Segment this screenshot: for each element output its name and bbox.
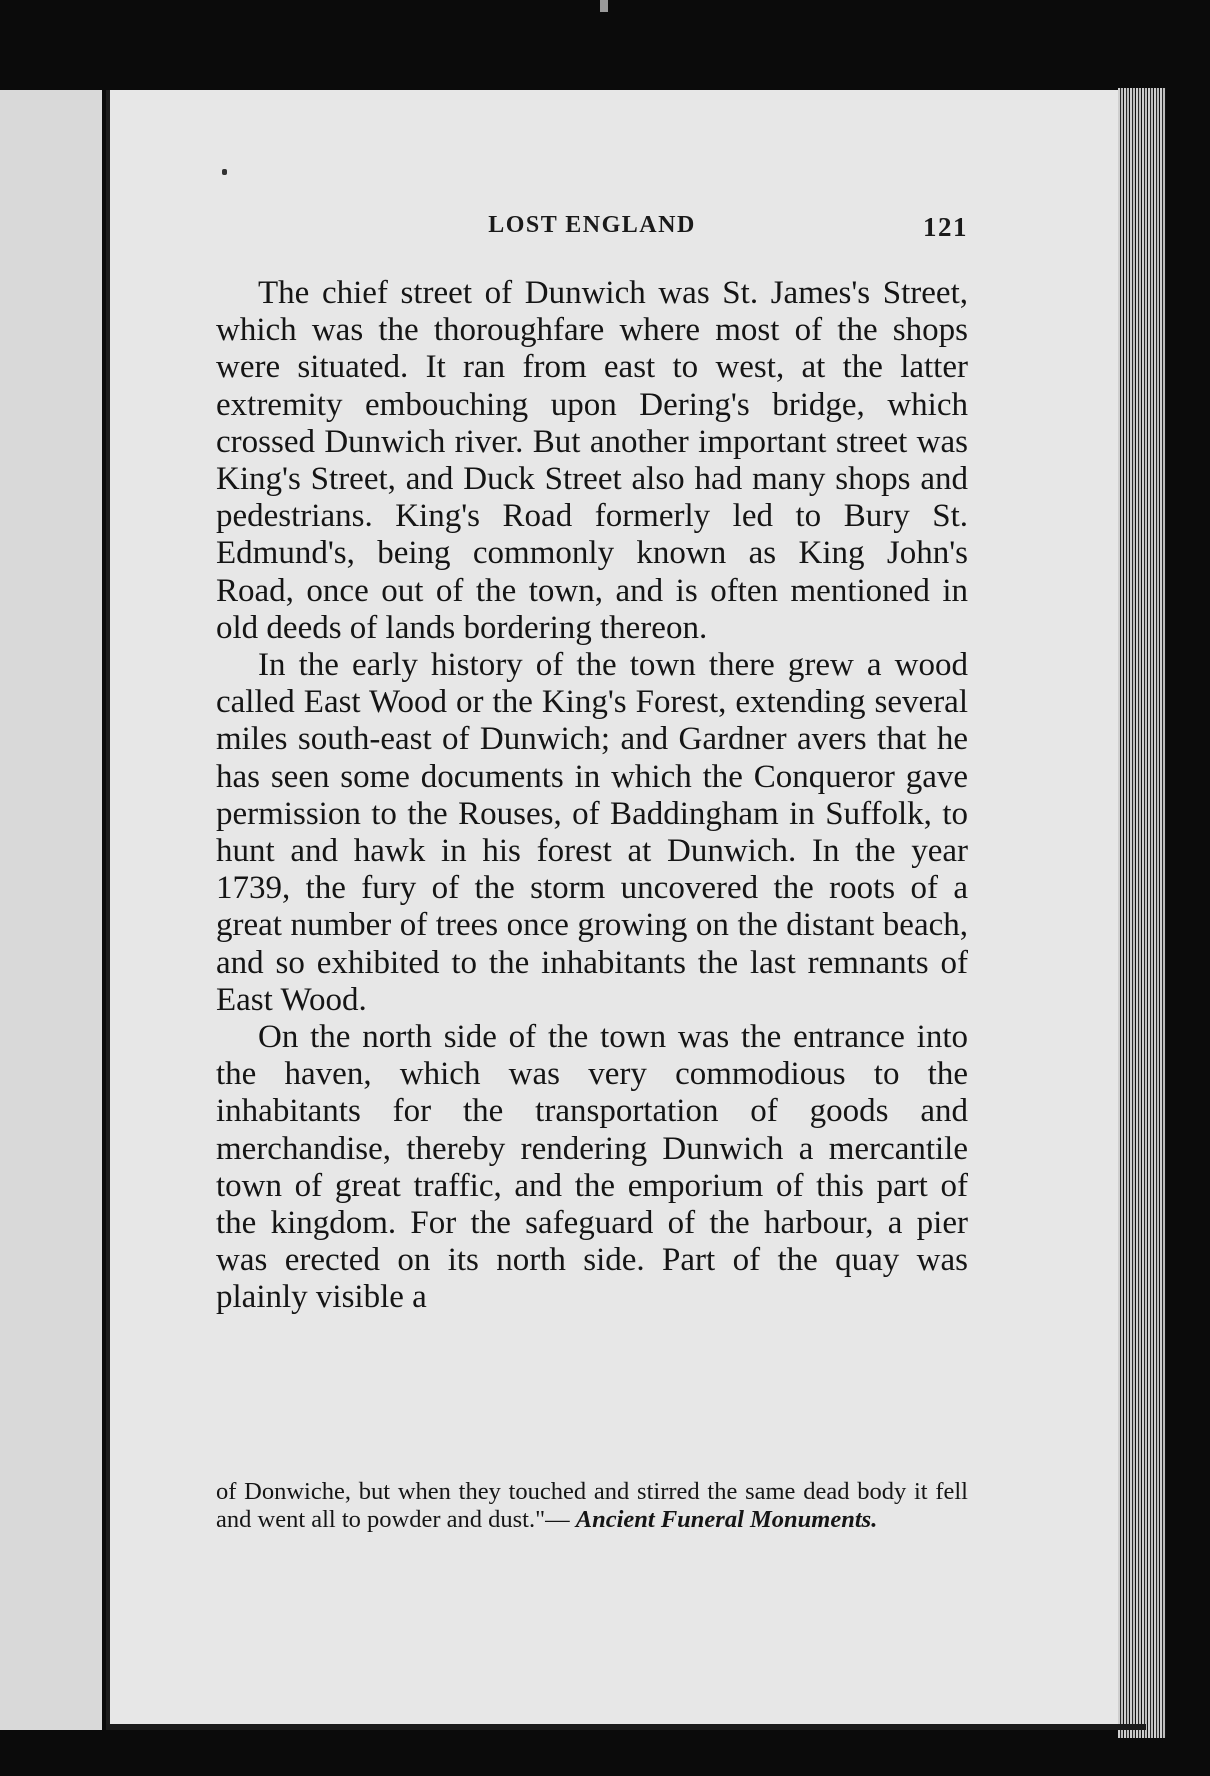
running-title: LOST ENGLAND bbox=[488, 212, 696, 238]
page-number: 121 bbox=[923, 212, 968, 242]
footnote bbox=[216, 1478, 968, 1534]
page-stack-edge bbox=[1118, 88, 1166, 1738]
footnote-text: of Donwiche, but when they touched and stirred the same dead body it fell and went all to powder and dust."— bbox=[216, 1478, 968, 1533]
ink-dot bbox=[222, 169, 227, 175]
facing-page-edge bbox=[0, 90, 102, 1730]
top-mark bbox=[600, 0, 608, 12]
paragraph-1: The chief street of Dunwich was St. James's Street, which was the thoroughfare where most of the shops were situated. It ran from east to west, at the latter extremity embouching upon Dering's bridge, which crossed Dunwich river. But another important street was King's Street, and Duck Street also had many shops and pedestrians. King's Road formerly led to Bury St. Edmund's, being commonly known as King John's Road, once out of the town, and is often mentioned in old deeds of lands bordering thereon. bbox=[216, 275, 968, 646]
body-text bbox=[216, 275, 968, 1317]
footnote-citation: Ancient Funeral Monuments. bbox=[575, 1506, 878, 1533]
page-header bbox=[216, 212, 968, 248]
paragraph-2: In the early history of the town there grew a wood called East Wood or the King's Forest, extending several miles south-east of Dunwich; and Gardner avers that he has seen some documents in which the Conqueror gave permission to the Rouses, of Baddingham in Suffolk, to hunt and hawk in his forest at Dunwich. In the year 1739, the fury of the storm uncovered the roots of a great number of trees once growing on the distant beach, and so exhibited to the inhabitants the last remnants of East Wood. bbox=[216, 647, 968, 1018]
bottom-border bbox=[106, 1724, 1146, 1730]
paragraph-3: On the north side of the town was the entrance into the haven, which was very commodious to the inhabitants for the transportation of goods and merchandise, thereby rendering Dunwich a mercantile town of great traffic, and the emporium of this part of the kingdom. For the safeguard of the harbour, a pier was erected on its north side. Part of the quay was plainly visible a bbox=[216, 1019, 968, 1316]
